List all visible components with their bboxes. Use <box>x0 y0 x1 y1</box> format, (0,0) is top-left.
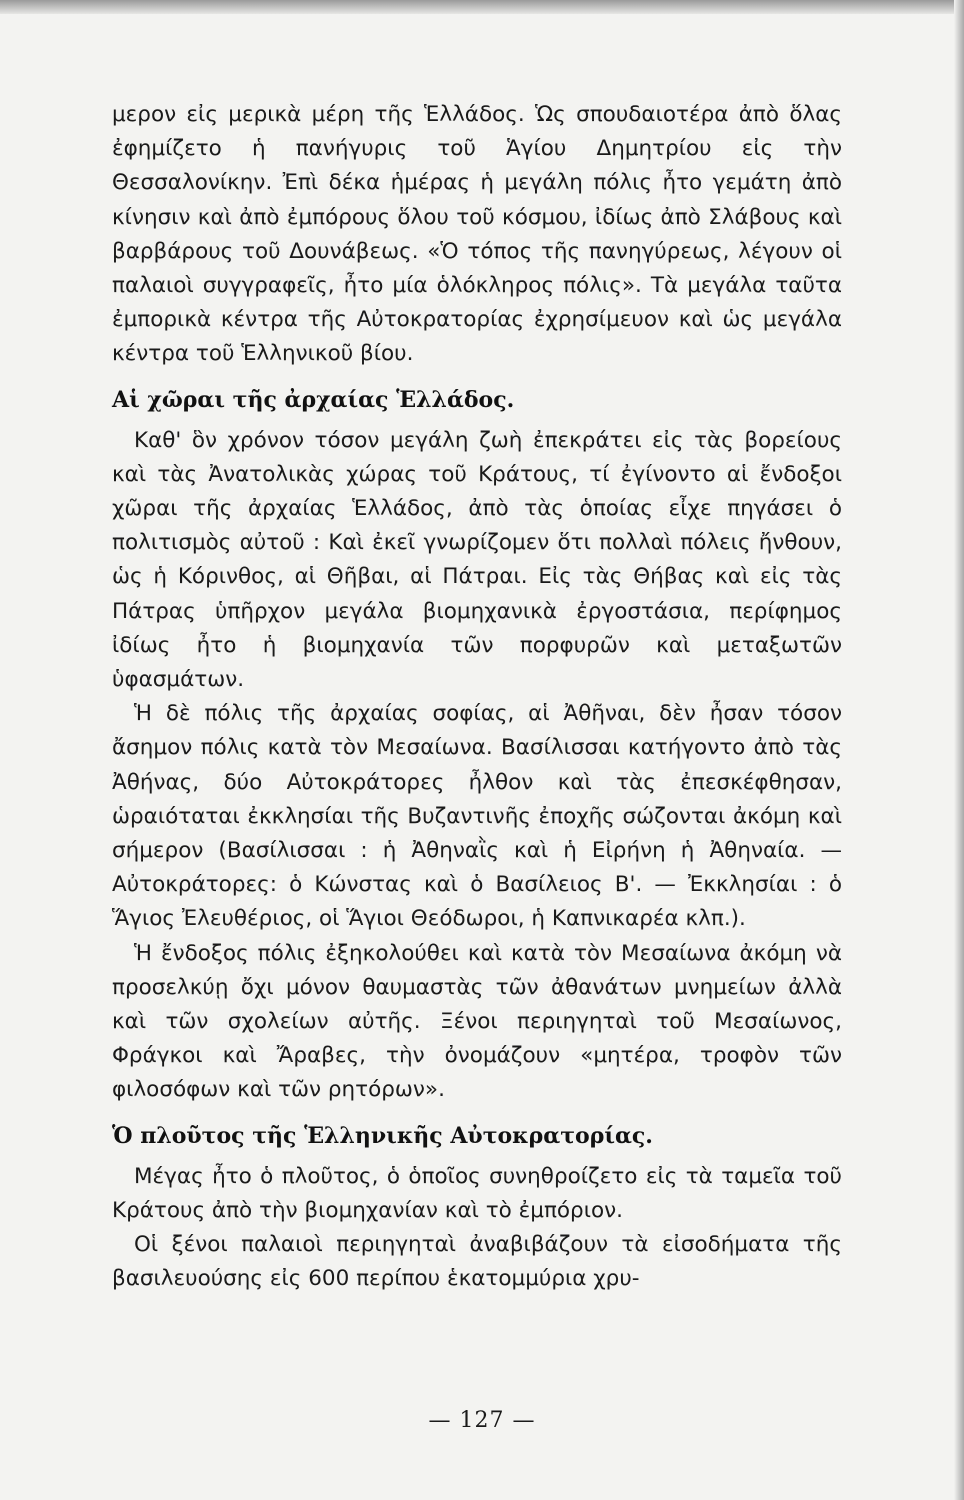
page-number: — 127 — <box>428 1408 536 1433</box>
paragraph-athens-middle-ages: Ἡ δὲ πόλις τῆς ἀρχαίας σοφίας, αἱ Ἀθῆναι, δὲν ἦσαν τόσον ἄσημον πόλις κατὰ τὸν Μεσαίωνα. Βασίλισσαι κατήγοντο ἀπὸ τὰς Ἀθήνας, δύο Αὐτοκράτορες ἦλθον καὶ τὰς ἐπεσκέφθησαν, ὡραιόταται ἐκκλησίαι τῆς Βυζαντινῆς ἐποχῆς σώζονται ἀκόμη καὶ σήμερον (Βασίλισσαι : ἡ Ἀθηναῒς καὶ ἡ Εἰρήνη ἡ Ἀθηναία. — Αὐτοκράτορες: ὁ Κώνστας καὶ ὁ Βασίλειος Β'. — Ἐκκλησίαι : ὁ Ἅγιος Ἐλευθέριος, οἱ Ἅγιοι Θεόδωροι, ἡ Καπνικαρέα κλπ.). <box>112 701 842 932</box>
page-top-edge-shadow <box>0 0 964 14</box>
page-text-block <box>112 98 842 1297</box>
section-heading-empire-wealth: Ὁ πλοῦτος τῆς Ἑλληνικῆς Αὐτοκρατορίας. <box>112 1122 653 1149</box>
section-heading-ancient-lands: Αἱ χῶραι τῆς ἀρχαίας Ἑλλάδος. <box>112 386 515 413</box>
page-right-edge-shadow <box>954 0 964 1500</box>
paragraph-travellers-income: Οἱ ξένοι παλαιοὶ περιηγηταὶ ἀναβιβάζουν τὰ εἰσοδήματα τῆς βασιλευούσης εἰς 600 περίπου ἑκατομμύρια χρυ- <box>112 1232 842 1292</box>
paragraph-ancient-lands: Καθ' ὃν χρόνον τόσον μεγάλη ζωὴ ἐπεκράτει εἰς τὰς βορείους καὶ τὰς Ἀνατολικὰς χώρας τοῦ Κράτους, τί ἐγίνοντο αἱ ἔνδοξοι χῶραι τῆς ἀρχαίας Ἑλλάδος, ἀπὸ τὰς ὁποίας εἶχε πηγάσει ὁ πολιτισμὸς αὐτοῦ : Καὶ ἐκεῖ γνωρίζομεν ὅτι πολλαὶ πόλεις ἤνθουν, ὡς ἡ Κόρινθος, αἱ Θῆβαι, αἱ Πάτραι. Εἰς τὰς Θήβας καὶ εἰς τὰς Πάτρας ὑπῆρχον μεγάλα βιομηχανικὰ ἐργοστάσια, περίφημος ἰδίως ἦτο ἡ βιομηχανία τῶν πορφυρῶν καὶ μεταξωτῶν ὑφασμάτων. <box>112 427 842 693</box>
paragraph-athens-schools: Ἡ ἔνδοξος πόλις ἐξηκολούθει καὶ κατὰ τὸν Μεσαίωνα ἀκόμη νὰ προσελκύῃ ὄχι μόνον θαυμαστὰς τῶν ἀθανάτων μνημείων ἀλλὰ καὶ τῶν σχολείων αὐτῆς. Ξένοι περιηγηταὶ τοῦ Μεσαίωνος, Φράγκοι καὶ Ἄραβες, τὴν ὀνομάζουν «μητέρα, τροφὸν τῶν φιλοσόφων καὶ τῶν ρητόρων». <box>112 940 842 1103</box>
paragraph-continuation: μερον εἰς μερικὰ μέρη τῆς Ἑλλάδος. Ὡς σπουδαιοτέρα ἀπὸ ὅλας ἐφημίζετο ἡ πανήγυρις τοῦ Ἁγίου Δημητρίου εἰς τὴν Θεσσαλονίκην. Ἐπὶ δέκα ἡμέρας ἡ μεγάλη πόλις ἦτο γεμάτη ἀπὸ κίνησιν καὶ ἀπὸ ἐμπόρους ὅλου τοῦ κόσμου, ἰδίως ἀπὸ Σλάβους καὶ βαρβάρους τοῦ Δουνάβεως. «Ὁ τόπος τῆς πανηγύρεως, λέγουν οἱ παλαιοὶ συγγραφεῖς, ἦτο μία ὁλόκληρος πόλις». Τὰ μεγάλα ταῦτα ἐμπορικὰ κέντρα τῆς Αὐτοκρατορίας ἐχρησίμευον καὶ ὡς μεγάλα κέντρα τοῦ Ἑλληνικοῦ βίου. <box>112 102 842 367</box>
paragraph-wealth: Μέγας ἦτο ὁ πλοῦτος, ὁ ὁποῖος συνηθροίζετο εἰς τὰ ταμεῖα τοῦ Κράτους ἀπὸ τὴν βιομηχανίαν καὶ τὸ ἐμπόριον. <box>112 1163 842 1223</box>
